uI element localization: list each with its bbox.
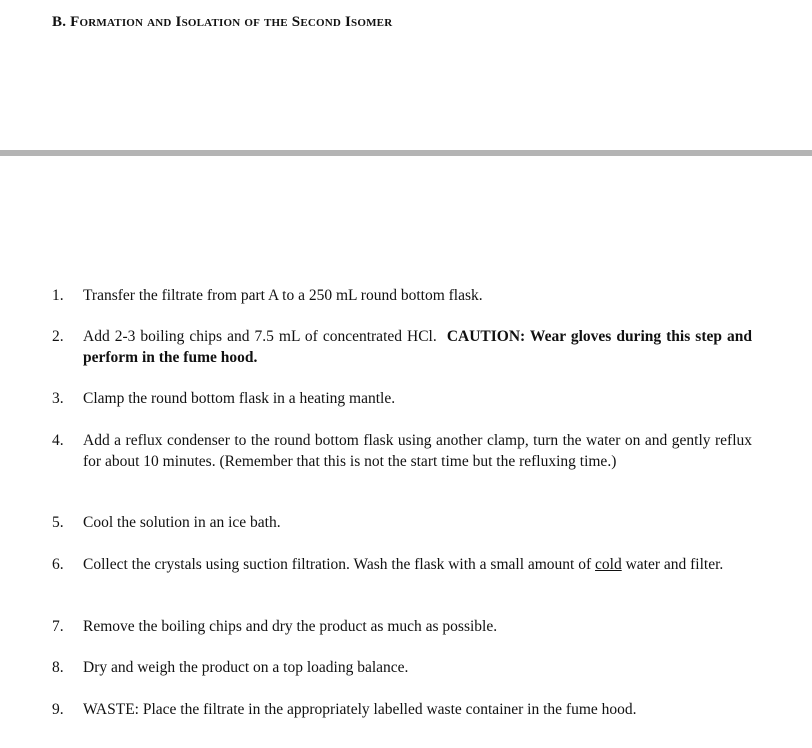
step-number: 3.	[52, 390, 64, 407]
divider	[0, 150, 812, 156]
step-item	[52, 658, 752, 679]
step-text-plain: Collect the crystals using suction filtration. Wash the flask with a small amount of	[83, 556, 592, 573]
step-item	[52, 327, 752, 368]
step-text: Dry and weigh the product on a top loading balance.	[83, 659, 409, 676]
step-number: 5.	[52, 514, 64, 531]
step-item	[52, 286, 752, 307]
step-number: 8.	[52, 659, 64, 676]
step-number: 6.	[52, 556, 64, 573]
step-number: 4.	[52, 432, 64, 449]
section-heading: B. Formation and Isolation of the Second Isomer	[52, 14, 393, 30]
step-text: Cool the solution in an ice bath.	[83, 514, 281, 531]
step-text	[83, 555, 752, 576]
step-item	[52, 617, 752, 638]
step-number: 7.	[52, 618, 64, 635]
caution-text: CAUTION: Wear gloves during this step and perform in the fume hood.	[83, 328, 753, 366]
step-number: 1.	[52, 287, 64, 304]
step-item	[52, 431, 752, 472]
step-item	[52, 513, 752, 534]
step-item	[52, 389, 752, 410]
step-text: Remove the boiling chips and dry the product as much as possible.	[83, 618, 498, 635]
emphasis-text: cold	[595, 556, 622, 573]
step-text: Add a reflux condenser to the round bottom flask using another clamp, turn the water on and gently reflux for about 10 minutes. (Remember that this is not the start time but the refluxing time.)	[83, 432, 752, 470]
step-number: 2.	[52, 328, 64, 345]
step-text-plain: water and filter.	[625, 556, 724, 573]
step-number: 9.	[52, 701, 64, 718]
step-text: Transfer the filtrate from part A to a 250 mL round bottom flask.	[83, 287, 483, 304]
step-item	[52, 700, 752, 721]
step-item	[52, 555, 752, 576]
step-text: WASTE: Place the filtrate in the appropriately labelled waste container in the fume hood.	[83, 701, 637, 718]
step-text: Clamp the round bottom flask in a heating mantle.	[83, 390, 396, 407]
step-text	[83, 327, 752, 368]
step-text-plain: Add 2-3 boiling chips and 7.5 mL of concentrated HCl.	[83, 328, 437, 345]
